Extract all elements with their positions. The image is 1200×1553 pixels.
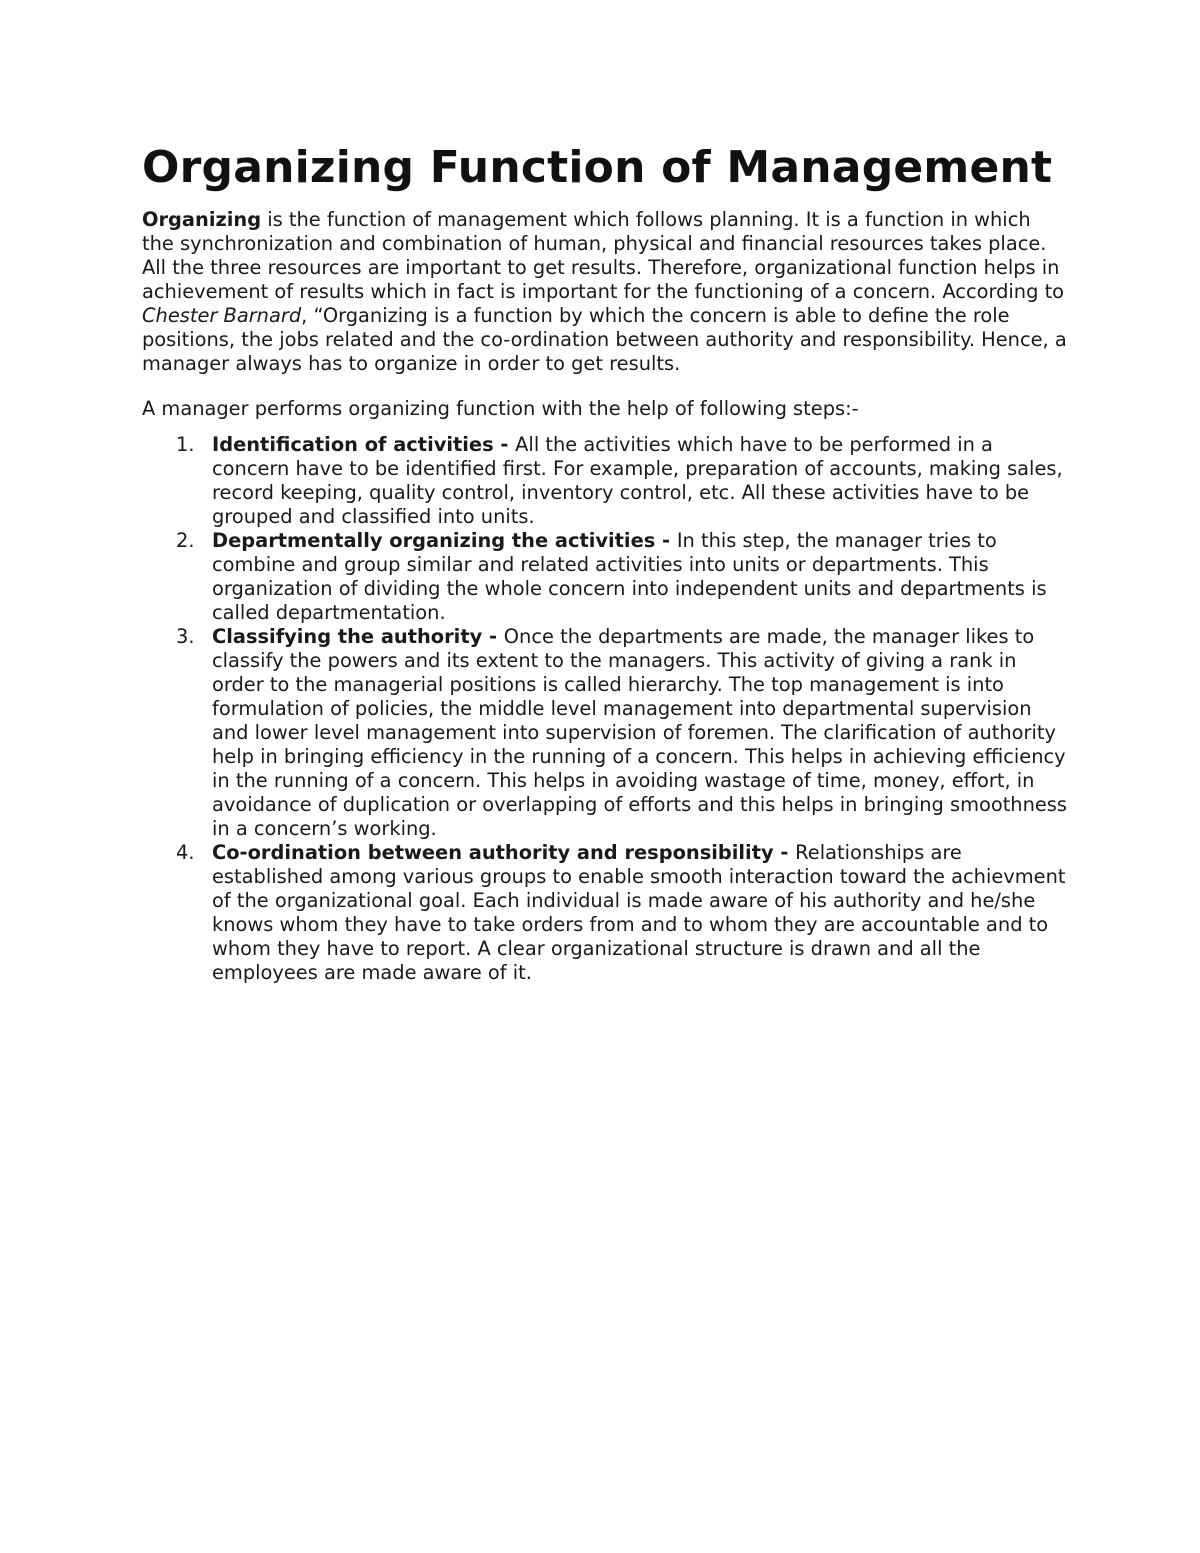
step-text: In this step, the manager tries to combine and group similar and related activities into units or departments. This organization of dividing the whole concern into independent units and departments is called departmentation. [212, 529, 1047, 624]
steps-intro: A manager performs organizing function with the help of following steps:- [142, 397, 859, 420]
step-heading: Identification of activities - [212, 433, 516, 456]
document-content [142, 140, 1067, 985]
step-number: 4. [176, 841, 195, 864]
intro-text-before-author: is the function of management which follows planning. It is a function in which the synchronization and combination of human, physical and financial resources takes place. All the three resources are important to get results. Therefore, organizational function helps in achievement of results which in fact is important for the functioning of a concern. According to [142, 208, 1065, 303]
step-heading: Co-ordination between authority and responsibility - [212, 841, 796, 864]
intro-author-name: Chester Barnard [142, 304, 302, 327]
intro-paragraph [142, 208, 1067, 376]
step-number: 1. [176, 433, 195, 456]
intro-lead-term: Organizing [142, 208, 262, 231]
step-heading: Classifying the authority - [212, 625, 504, 648]
page-title: Organizing Function of Management [142, 142, 1053, 193]
step-number: 3. [176, 625, 195, 648]
step-text: Once the departments are made, the manager likes to classify the powers and its extent to the managers. This activity of giving a rank in order to the managerial positions is called hierarchy. The top management is into formulation of policies, the middle level management into departmental supervision and lower level management into supervision of foremen. The clarification of authority help in bringing efficiency in the running of a concern. This helps in achieving efficiency in the running of a concern. This helps in avoiding wastage of time, money, effort, in avoidance of duplication or overlapping of efforts and this helps in bringing smoothness in a concern’s working. [212, 625, 1068, 840]
step-text: All the activities which have to be performed in a concern have to be identified first. For example, preparation of accounts, making sales, record keeping, quality control, inventory control, etc. All these activities have to be grouped and classified into units. [212, 433, 1063, 528]
step-item-identification [142, 433, 1067, 529]
step-text: Relationships are established among various groups to enable smooth interaction toward the achievment of the organizational goal. Each individual is made aware of his authority and he/she knows whom they have to take orders from and to whom they are accountable and to whom they have to report. A clear organizational structure is drawn and all the employees are made aware of it. [212, 841, 1066, 984]
step-item-coordination [142, 841, 1067, 985]
step-item-authority [142, 625, 1067, 841]
steps-list [142, 433, 1067, 985]
step-heading: Departmentally organizing the activities - [212, 529, 677, 552]
step-item-departmentation [142, 529, 1067, 625]
intro-text-after-author: , “Organizing is a function by which the concern is able to define the role positions, the jobs related and the co-ordination between authority and responsibility. Hence, a manager always has to organize in order to get results. [142, 304, 1067, 375]
step-number: 2. [176, 529, 195, 552]
